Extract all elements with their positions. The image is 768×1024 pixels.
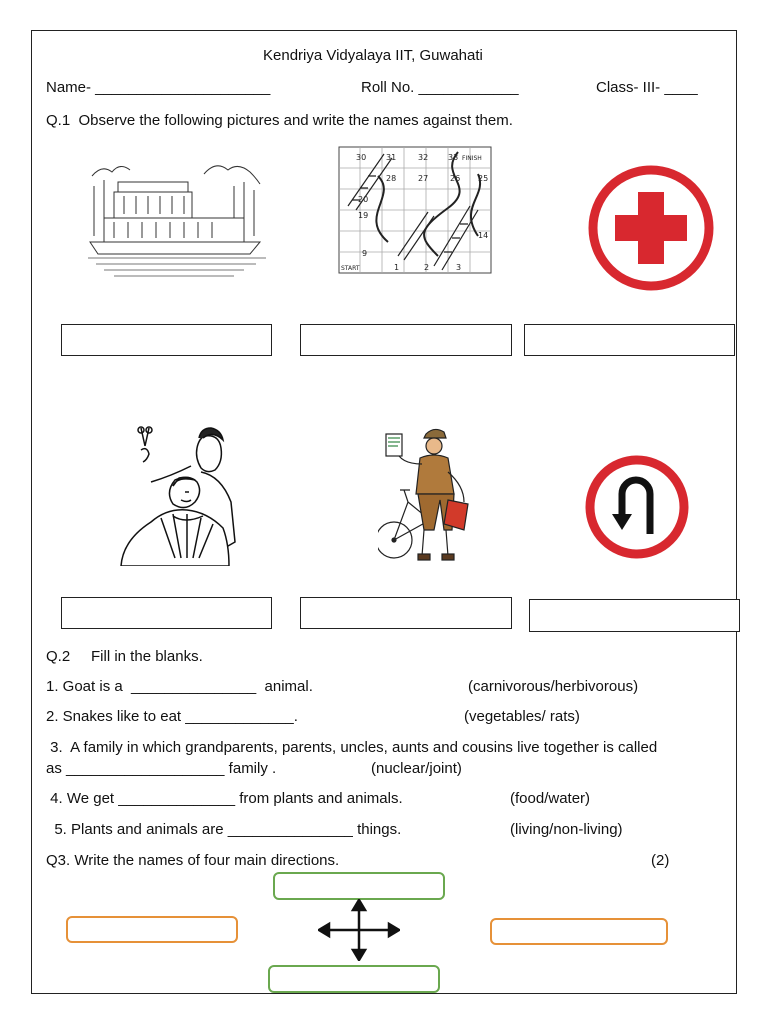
q2-options-1: (carnivorous/herbivorous) bbox=[468, 678, 639, 695]
board-number: 28 bbox=[386, 174, 397, 183]
direction-box-east[interactable] bbox=[490, 918, 668, 945]
roll-number-field[interactable]: Roll No. ____________ bbox=[361, 79, 519, 96]
name-field[interactable]: Name- _____________________ bbox=[46, 79, 271, 96]
direction-box-west[interactable] bbox=[66, 916, 238, 943]
snakes-and-ladders-board-icon bbox=[338, 146, 492, 274]
answer-box-2[interactable] bbox=[300, 324, 512, 356]
answer-box-5[interactable] bbox=[300, 597, 512, 629]
q2-options-4: (food/water) bbox=[510, 790, 591, 807]
postman-with-bicycle-icon bbox=[378, 424, 474, 566]
answer-box-6[interactable] bbox=[529, 599, 740, 632]
answer-box-4[interactable] bbox=[61, 597, 272, 629]
class-field[interactable]: Class- III- ____ bbox=[596, 79, 698, 96]
q2-options-2: (vegetables/ rats) bbox=[464, 708, 580, 725]
board-number: START bbox=[341, 265, 360, 272]
direction-box-north[interactable] bbox=[273, 872, 445, 900]
q2-title: Q.2 Fill in the blanks. bbox=[46, 648, 203, 665]
q3-marks: (2) bbox=[651, 852, 670, 869]
board-number: 19 bbox=[358, 211, 369, 220]
board-number: 9 bbox=[362, 249, 368, 258]
answer-box-1[interactable] bbox=[61, 324, 272, 356]
board-number: 25 bbox=[478, 174, 489, 183]
q2-item-5: 5. Plants and animals are _______________ things. bbox=[46, 821, 402, 838]
q1-question: Q.1 Observe the following pictures and write the names against them. bbox=[46, 112, 513, 129]
u-turn-sign-icon bbox=[582, 454, 692, 560]
q2-item-2: 2. Snakes like to eat _____________. bbox=[46, 708, 298, 725]
q2-item-3-continuation: as ___________________ family . bbox=[46, 760, 277, 777]
board-number: 27 bbox=[418, 174, 429, 183]
board-number: 14 bbox=[478, 231, 489, 240]
q3-question: Q3. Write the names of four main directions. bbox=[46, 852, 340, 869]
board-number: 33 bbox=[448, 153, 459, 162]
board-number: 1 bbox=[394, 263, 400, 272]
q2-item-4: 4. We get ______________ from plants and animals. bbox=[46, 790, 403, 807]
q2-options-5: (living/non-living) bbox=[510, 821, 623, 838]
four-direction-arrows-icon bbox=[318, 899, 400, 961]
board-number: 2 bbox=[424, 263, 430, 272]
houseboat-icon bbox=[84, 146, 270, 290]
board-number: 31 bbox=[386, 153, 397, 162]
q2-item-3: 3. A family in which grandparents, parents, uncles, aunts and cousins live together is called bbox=[46, 739, 658, 756]
board-number: FINISH bbox=[462, 155, 482, 162]
board-number: 20 bbox=[358, 195, 369, 204]
q2-item-1: 1. Goat is a _______________ animal. bbox=[46, 678, 313, 695]
barber-cutting-hair-icon bbox=[115, 426, 241, 566]
answer-box-3[interactable] bbox=[524, 324, 735, 356]
board-number: 30 bbox=[356, 153, 367, 162]
board-number: 3 bbox=[456, 263, 462, 272]
board-number: 26 bbox=[450, 174, 461, 183]
school-title: Kendriya Vidyalaya IIT, Guwahati bbox=[263, 47, 483, 64]
direction-box-south[interactable] bbox=[268, 965, 440, 993]
q2-options-3: (nuclear/joint) bbox=[371, 760, 462, 777]
board-number: 32 bbox=[418, 153, 429, 162]
red-cross-sign-icon bbox=[584, 164, 718, 292]
